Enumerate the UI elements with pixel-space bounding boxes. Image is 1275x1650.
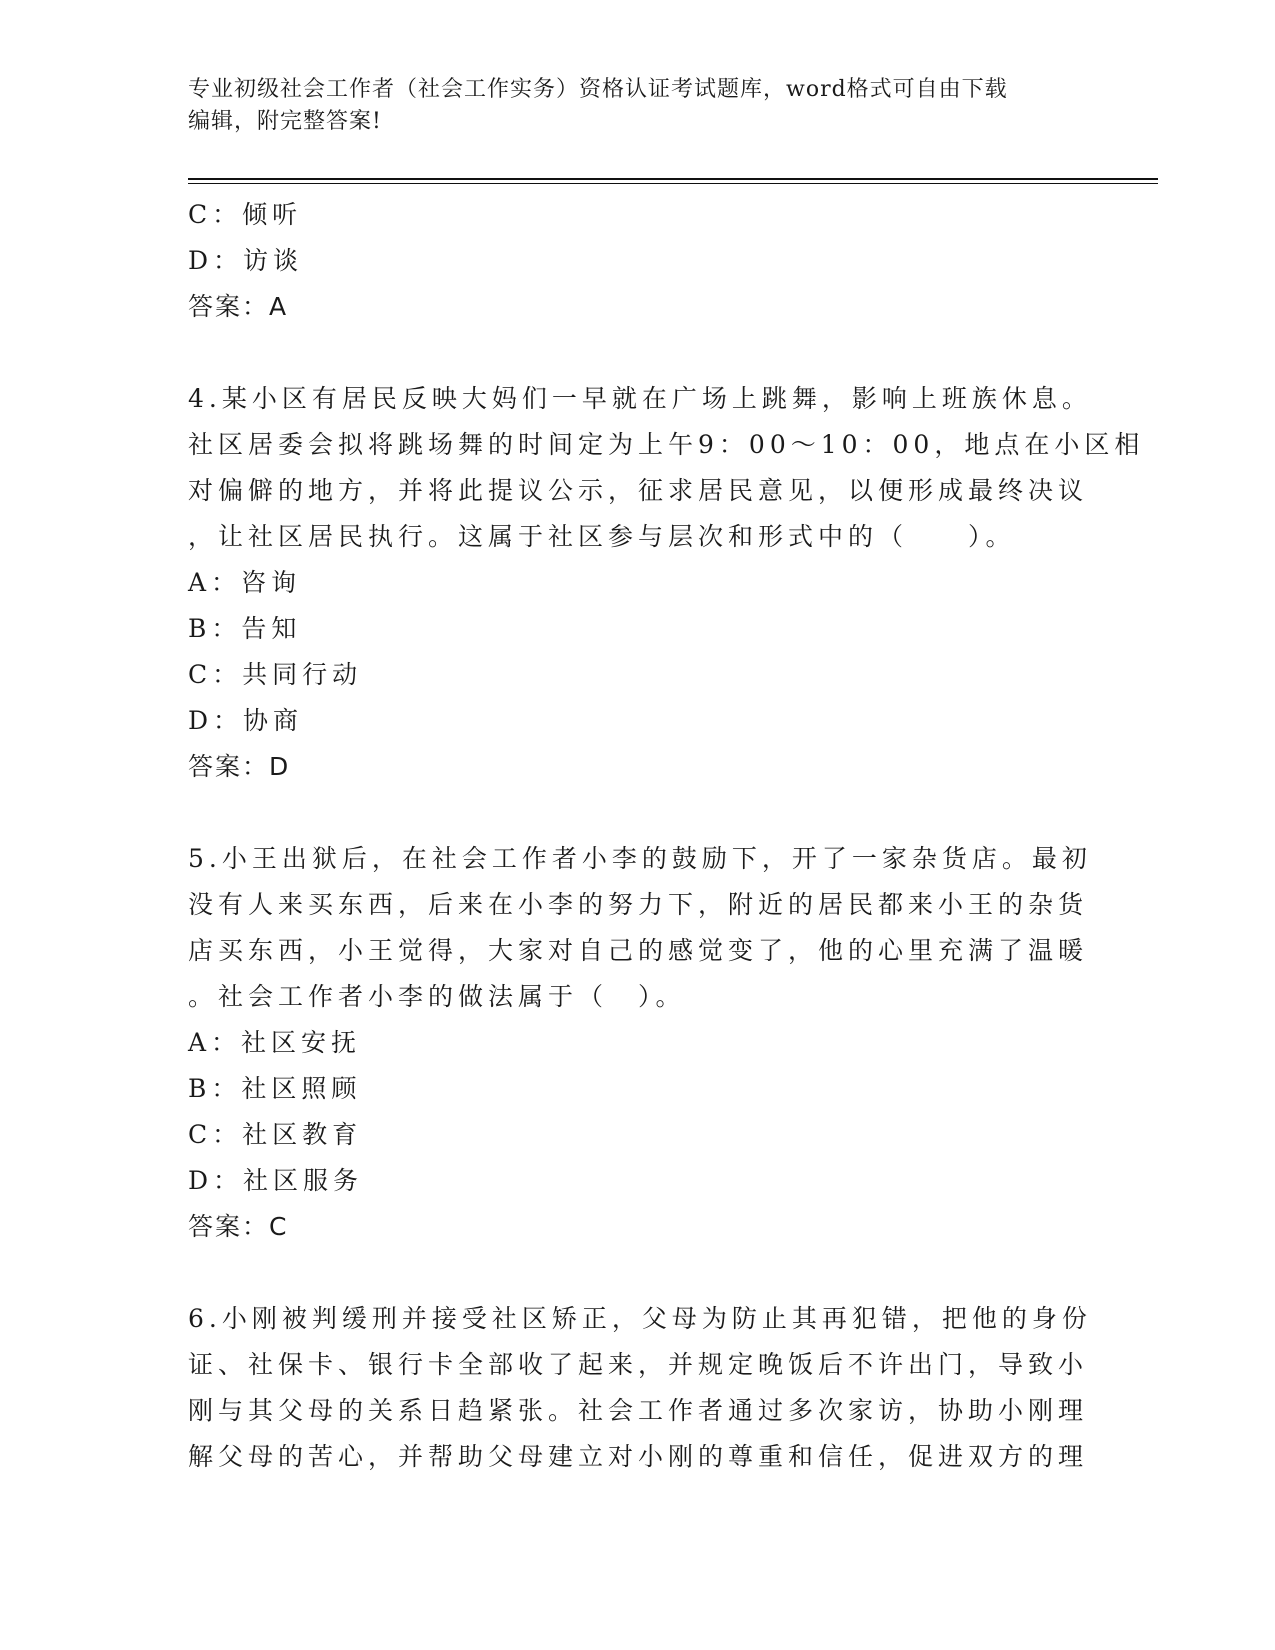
question-stem-line: 没有人来买东西，后来在小李的努力下，附近的居民都来小王的杂货	[188, 890, 1089, 919]
answer-line: 答案：D	[188, 752, 291, 781]
option-a: A：咨询	[188, 568, 302, 597]
option-b: B：告知	[188, 614, 302, 643]
spacer	[188, 1250, 1088, 1296]
option-d: D：访谈	[188, 246, 304, 275]
option-a: A：社区安抚	[188, 1028, 362, 1057]
question-stem-line: 。社会工作者小李的做法属于（ ）。	[188, 982, 686, 1011]
question-stem-line: 解父母的苦心，并帮助父母建立对小刚的尊重和信任，促进双方的理	[188, 1442, 1089, 1471]
header-line-2: 编辑，附完整答案!	[188, 109, 382, 134]
header-rule-thick	[188, 178, 1158, 180]
header-rule-thin	[188, 183, 1158, 184]
question-4	[188, 376, 1145, 790]
question-stem-line: 证、社保卡、银行卡全部收了起来，并规定晚饭后不许出门，导致小	[188, 1350, 1089, 1379]
question-stem-line: 店买东西，小王觉得，大家对自己的感觉变了，他的心里充满了温暖	[188, 936, 1089, 965]
answer-line: 答案：A	[188, 292, 289, 321]
question-stem-line: 6.小刚被判缓刑并接受社区矫正，父母为防止其再犯错，把他的身份	[188, 1304, 1092, 1333]
spacer	[188, 330, 1088, 376]
question-stem-line: 对偏僻的地方，并将此提议公示，征求居民意见，以便形成最终决议	[188, 476, 1089, 505]
answer-line: 答案：C	[188, 1212, 289, 1241]
option-d: D：协商	[188, 706, 304, 735]
spacer	[188, 790, 1088, 836]
question-stem-line: 4.某小区有居民反映大妈们一早就在广场上跳舞，影响上班族休息。	[188, 384, 1092, 413]
question-stem-line: 5.小王出狱后，在社会工作者小李的鼓励下，开了一家杂货店。最初	[188, 844, 1092, 873]
question-stem-line: 社区居委会拟将跳场舞的时间定为上午9：00～10：00，地点在小区相	[188, 430, 1145, 459]
option-d: D：社区服务	[188, 1166, 364, 1195]
question-stem-line: ，让社区居民执行。这属于社区参与层次和形式中的（ ）。	[188, 522, 1016, 551]
option-b: B：社区照顾	[188, 1074, 362, 1103]
question-list	[188, 192, 1145, 1480]
option-c: C：共同行动	[188, 660, 363, 689]
question-6	[188, 1296, 1092, 1480]
document-header	[188, 74, 1088, 138]
header-line-1: 专业初级社会工作者（社会工作实务）资格认证考试题库，word格式可自由下载	[188, 77, 1008, 102]
question-5	[188, 836, 1092, 1250]
option-c: C：倾听	[188, 200, 303, 229]
question-3-tail	[188, 192, 1088, 330]
option-c: C：社区教育	[188, 1120, 363, 1149]
question-stem-line: 刚与其父母的关系日趋紧张。社会工作者通过多次家访，协助小刚理	[188, 1396, 1089, 1425]
